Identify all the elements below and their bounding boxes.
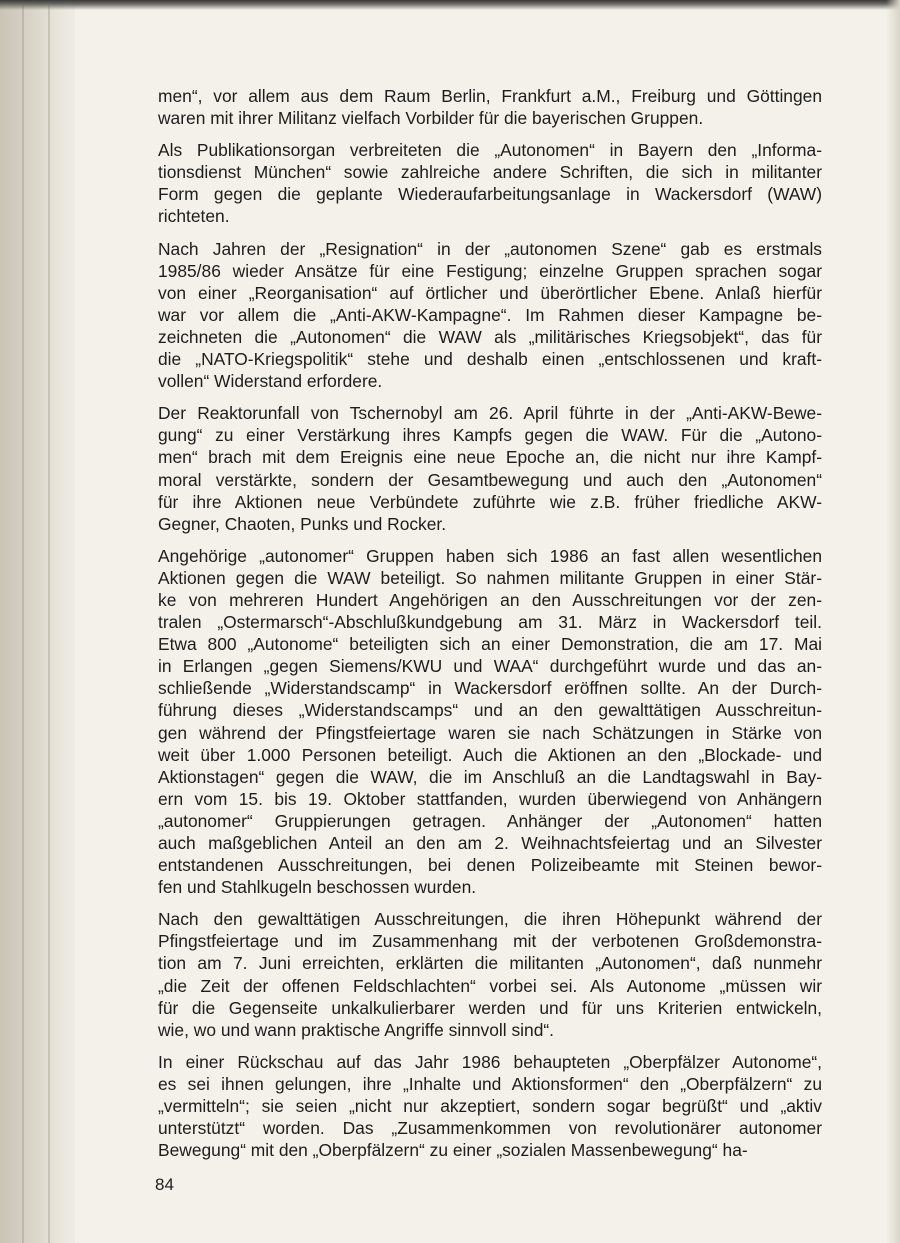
- text-line: richteten.: [158, 206, 230, 227]
- text-line: führung dieses „Widerstandscamps“ und an den gewalttätigen Ausschreitun-: [158, 700, 822, 721]
- text-line: Aktionen gegen die WAW beteiligt. So nahmen militante Gruppen in einer Stär-: [158, 567, 822, 588]
- text-line: Aktionstagen“ gegen die WAW, die im Anschluß an die Landtagswahl in Bay-: [158, 766, 822, 787]
- text-line: Etwa 800 „Autonome“ beteiligten sich an einer Demonstration, die am 17. Mai: [158, 634, 822, 655]
- text-line: fen und Stahlkugeln beschossen wurden.: [158, 877, 477, 898]
- text-line: men“, vor allem aus dem Raum Berlin, Frankfurt a.M., Freiburg und Göttingen: [158, 86, 822, 106]
- text-line: „die Zeit der offenen Feldschlachten“ vorbei sei. Als Autonome „müssen wir: [158, 975, 822, 996]
- binding-fold-line: [48, 0, 50, 1243]
- text-line: gen während der Pfingstfeiertage waren sie nach Schätzungen in Stärke von: [158, 722, 822, 743]
- text-line: Nach den gewalttätigen Ausschreitungen, die ihren Höhepunkt während der: [158, 909, 822, 930]
- paragraph: [158, 238, 822, 393]
- scan-top-edge: [0, 0, 900, 10]
- text-line: Der Reaktorunfall von Tschernobyl am 26. April führte in der „Anti-AKW-Bewe-: [158, 403, 822, 424]
- text-line: schließende „Widerstandscamp“ in Wackersdorf eröffnen sollte. An der Durch-: [158, 678, 822, 699]
- page-number: 84: [155, 1175, 174, 1194]
- text-line: war vor allem die „Anti-AKW-Kampagne“. Im Rahmen dieser Kampagne be-: [158, 304, 822, 325]
- text-line: weit über 1.000 Personen beteiligt. Auch die Aktionen an den „Blockade- und: [158, 744, 822, 765]
- text-line: ern vom 15. bis 19. Oktober stattfanden, wurden überwiegend von Anhängern: [158, 788, 822, 809]
- text-line: vollen“ Widerstand erfordere.: [158, 371, 383, 392]
- text-line: ke von mehreren Hundert Angehörigen an den Ausschreitungen vor der zen-: [158, 589, 822, 610]
- body-text: [158, 85, 822, 1171]
- paragraph: [158, 85, 822, 129]
- text-line: Nach Jahren der „Resignation“ in der „autonomen Szene“ gab es erstmals: [158, 238, 822, 259]
- binding-fold-line: [22, 0, 24, 1243]
- text-line: 1985/86 wieder Ansätze für eine Festigung; einzelne Gruppen sprachen sogar: [158, 260, 822, 281]
- text-line: auch maßgeblichen Anteil an den am 2. Weihnachtsfeiertag und an Silvester: [158, 833, 822, 853]
- text-line: für ihre Aktionen neue Verbündete zuführte wie z.B. früher friedliche AKW-: [158, 491, 822, 512]
- text-line: Pfingstfeiertage und im Zusammenhang mit der verbotenen Großdemonstra-: [158, 931, 822, 952]
- scan-right-edge: [886, 0, 900, 1243]
- paragraph: [158, 402, 822, 535]
- text-line: tionsdienst München“ sowie zahlreiche andere Schriften, die sich in militanter: [158, 162, 822, 183]
- text-line: men“ brach mit dem Ereignis eine neue Epoche an, die nicht nur ihre Kampf-: [158, 447, 822, 468]
- paragraph: [158, 139, 822, 227]
- paragraph: [158, 908, 822, 1041]
- text-line: es sei ihnen gelungen, ihre „Inhalte und Aktionsformen“ den „Oberpfälzern“ zu: [158, 1073, 822, 1094]
- text-line: Gegner, Chaoten, Punks und Rocker.: [158, 513, 447, 534]
- text-line: die „NATO-Kriegspolitik“ stehe und deshalb einen „entschlossenen und kraft-: [158, 349, 822, 370]
- text-line: tion am 7. Juni erreichten, erklärten die militanten „Autonomen“, daß nunmehr: [158, 953, 822, 974]
- text-line: Form gegen die geplante Wiederaufarbeitungsanlage in Wackersdorf (WAW): [158, 184, 822, 205]
- text-line: entstandenen Ausschreitungen, bei denen Polizeibeamte mit Steinen bewor-: [158, 855, 822, 876]
- text-line: moral verstärkte, sondern der Gesamtbewegung und auch den „Autonomen“: [158, 469, 822, 490]
- text-line: tralen „Ostermarsch“-Abschlußkundgebung am 31. März in Wackersdorf teil.: [158, 612, 822, 633]
- text-line: gung“ zu einer Verstärkung ihres Kampfs gegen die WAW. Für die „Autono-: [158, 425, 822, 446]
- text-line: für die Gegenseite unkalkulierbarer werden und für uns Kriterien entwickeln,: [158, 997, 822, 1018]
- text-line: zeichneten die „Autonomen“ die WAW als „militärisches Kriegsobjekt“, das für: [158, 326, 822, 347]
- text-line: Bewegung“ mit den „Oberpfälzern“ zu einer „sozialen Massenbewegung“ ha-: [158, 1140, 748, 1161]
- page-binding-shadow: [0, 0, 75, 1243]
- text-line: Als Publikationsorgan verbreiteten die „Autonomen“ in Bayern den „Informa-: [158, 140, 822, 161]
- text-line: „autonomer“ Gruppierungen getragen. Anhänger der „Autonomen“ hatten: [158, 810, 822, 831]
- text-line: „vermitteln“; sie seien „nicht nur akzeptiert, sondern sogar begrüßt“ und „aktiv: [158, 1096, 822, 1117]
- text-line: in Erlangen „gegen Siemens/KWU und WAA“ durchgeführt wurde und das an-: [158, 656, 822, 677]
- text-line: Angehörige „autonomer“ Gruppen haben sich 1986 an fast allen wesentlichen: [158, 545, 822, 566]
- text-line: In einer Rückschau auf das Jahr 1986 behaupteten „Oberpfälzer Autonome“,: [158, 1051, 822, 1072]
- paragraph: [158, 1051, 822, 1161]
- text-line: von einer „Reorganisation“ auf örtlicher und überörtlicher Ebene. Anlaß hierfür: [158, 282, 822, 303]
- paragraph: [158, 545, 822, 899]
- text-line: unterstützt“ worden. Das „Zusammenkommen von revolutionärer autonomer: [158, 1118, 822, 1139]
- text-line: wie, wo und wann praktische Angriffe sinnvoll sind“.: [158, 1019, 555, 1040]
- text-line: waren mit ihrer Militanz vielfach Vorbilder für die bayerischen Gruppen.: [158, 108, 704, 129]
